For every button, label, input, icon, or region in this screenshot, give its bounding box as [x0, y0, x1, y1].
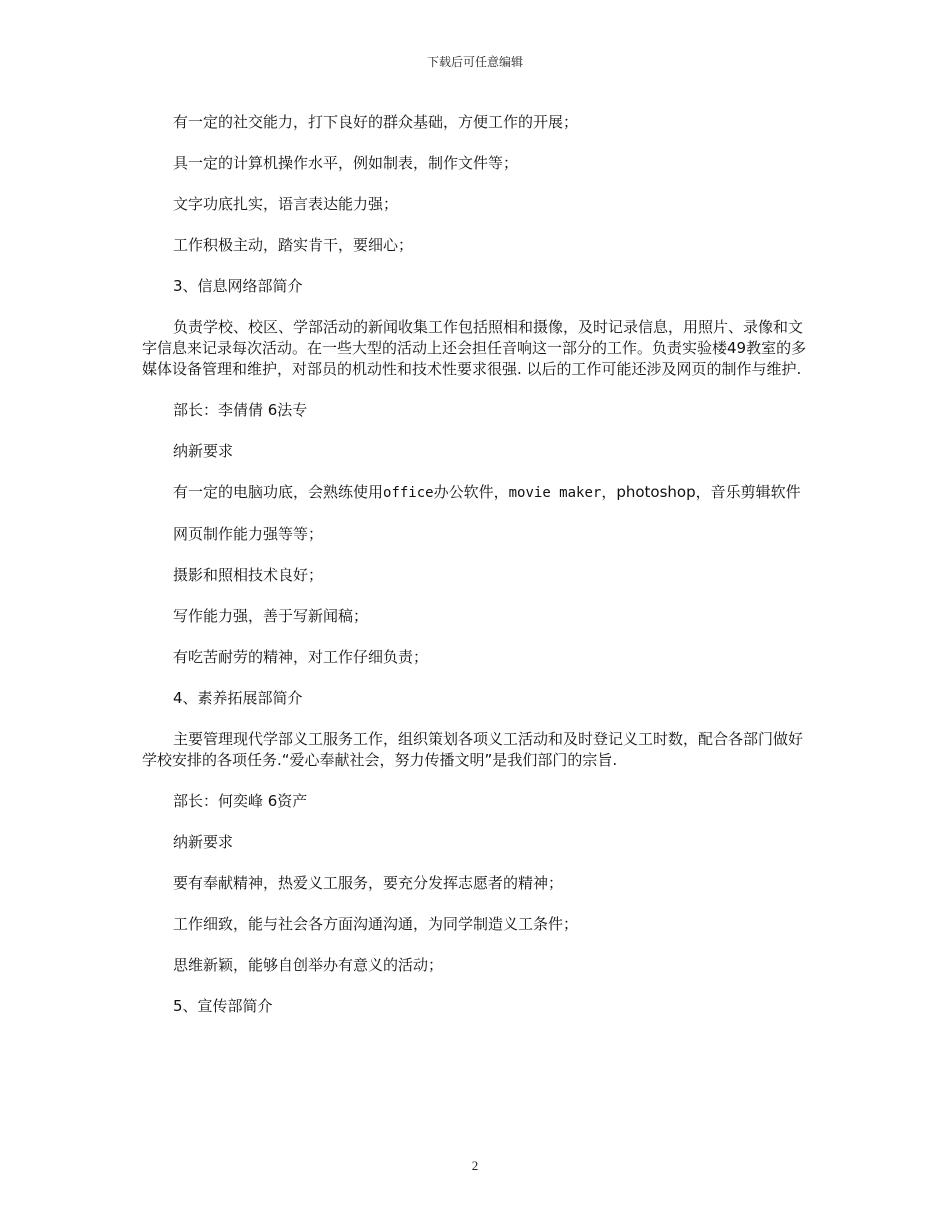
paragraph-writing-skills: 文字功底扎实，语言表达能力强； — [173, 195, 399, 213]
page-number: 2 — [471, 1158, 479, 1173]
paragraph-computer-skills: 具一定的计算机操作水平，例如制表，制作文件等； — [173, 154, 519, 172]
paragraph-photo-skills: 摄影和照相技术良好； — [173, 566, 324, 584]
software-name-office: office — [383, 485, 434, 501]
paragraph-creative-thinking: 思维新颖，能够自创举办有意义的活动； — [173, 956, 444, 974]
paragraph-news-writing: 写作能力强，善于写新闻稿； — [173, 607, 369, 625]
section-heading-info-network: 3、信息网络部简介 — [173, 277, 303, 295]
section-heading-quality-development: 4、素养拓展部简介 — [173, 689, 303, 707]
software-name-movie-maker: movie maker — [508, 485, 602, 501]
paragraph-info-network-intro: 负责学校、校区、学部活动的新闻收集工作包括照相和摄像，及时记录信息，用照片、录像和文字信息来记录每次活动。在一些大型的活动上还会担任音响这一部分的工作。负责实验楼49教室的多媒体设备管理和维护，对部员的机动性和技术性要求很强. 以后的工作可能还涉及网页的制作与维护. — [142, 318, 807, 378]
page-header: 下载后可任意编辑 — [426, 55, 523, 69]
paragraph-quality-development-minister: 部长：何奕峰 6资产 — [173, 792, 308, 810]
section-heading-publicity: 5、宣传部简介 — [173, 997, 273, 1015]
paragraph-recruitment-heading-2: 纳新要求 — [173, 833, 234, 851]
paragraph-software-skills — [142, 482, 810, 504]
paragraph-work-attitude: 工作积极主动，踏实肯干，要细心； — [173, 236, 414, 254]
text-fragment: ，photoshop，音乐剪辑软件 — [601, 483, 801, 501]
text-fragment: 有一定的电脑功底，会熟练使用 — [173, 483, 384, 501]
paragraph-hardworking: 有吃苦耐劳的精神，对工作仔细负责； — [173, 648, 429, 666]
paragraph-social-skills: 有一定的社交能力，打下良好的群众基础，方便工作的开展； — [173, 113, 579, 131]
document-body — [142, 112, 810, 1037]
paragraph-communication: 工作细致，能与社会各方面沟通沟通，为同学制造义工条件； — [173, 915, 579, 933]
paragraph-recruitment-heading: 纳新要求 — [173, 442, 234, 460]
paragraph-quality-development-intro: 主要管理现代学部义工服务工作，组织策划各项义工活动和及时登记义工时数，配合各部门做好学校安排的各项任务.“爱心奉献社会，努力传播文明”是我们部门的宗旨. — [142, 730, 804, 769]
paragraph-web-skills: 网页制作能力强等等； — [173, 525, 324, 543]
text-fragment: 办公软件， — [433, 483, 509, 501]
paragraph-info-network-minister: 部长：李倩倩 6法专 — [173, 401, 308, 419]
paragraph-dedication: 要有奉献精神，热爱义工服务，要充分发挥志愿者的精神； — [173, 874, 564, 892]
